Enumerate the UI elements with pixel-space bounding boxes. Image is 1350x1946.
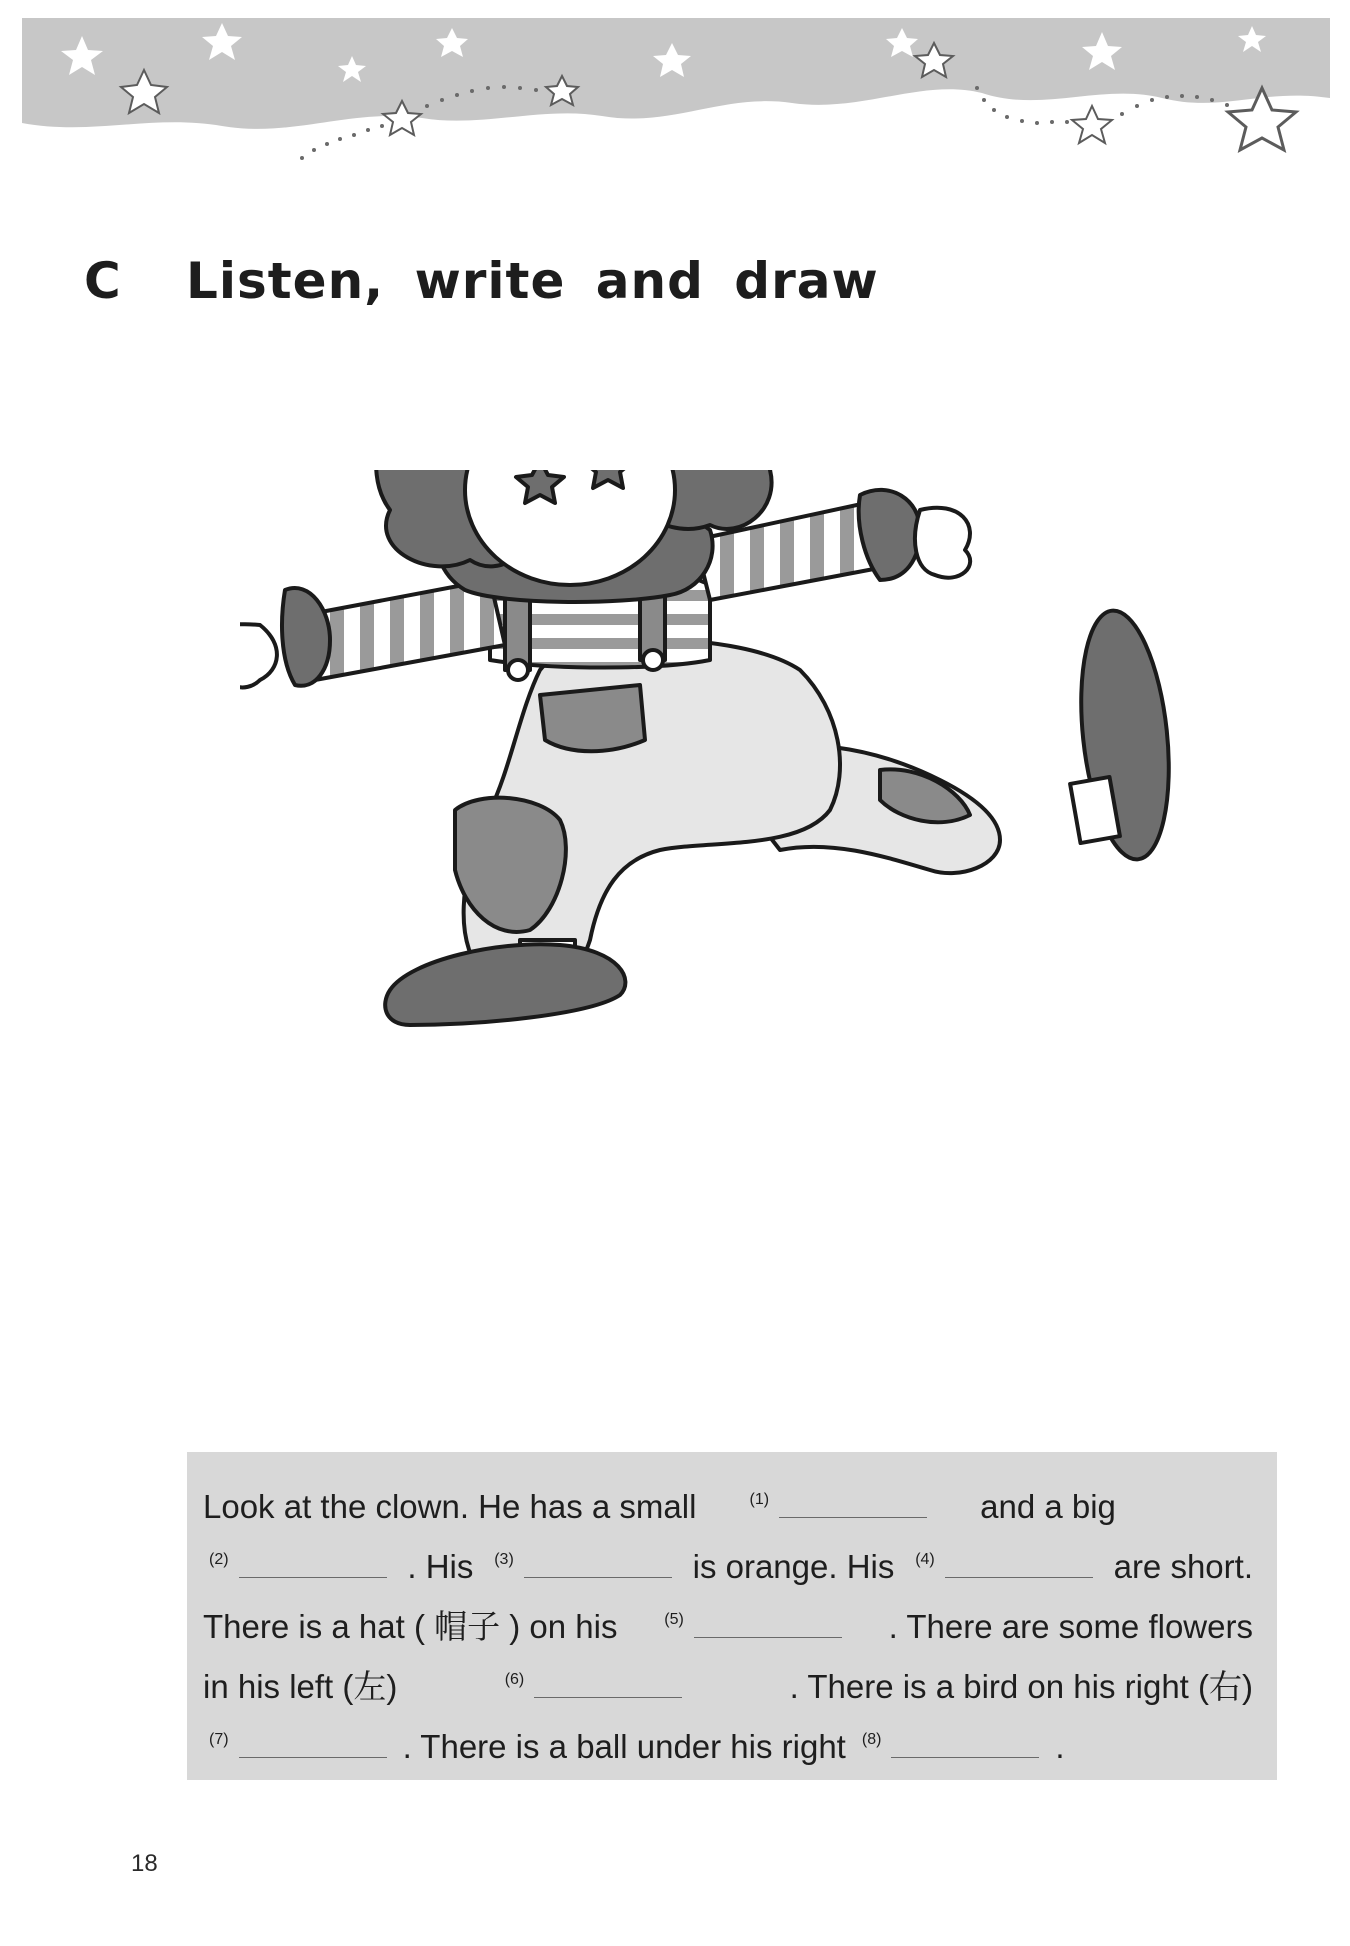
- page-number: 18: [131, 1850, 158, 1877]
- exercise-text: . There is a ball under his right: [402, 1728, 846, 1765]
- exercise-line-4: [203, 1650, 1253, 1710]
- answer-blank-6[interactable]: [534, 1669, 682, 1698]
- answer-blank-5[interactable]: [694, 1609, 842, 1638]
- exercise-text: in his left (左): [203, 1668, 398, 1705]
- blank-number: (6): [504, 1671, 525, 1688]
- blank-number: (5): [664, 1611, 684, 1628]
- clown-illustration: [240, 470, 1190, 1300]
- exercise-line-1: [203, 1470, 1253, 1530]
- blank-number: (4): [915, 1551, 935, 1568]
- exercise-text: There is a hat ( 帽子 ) on his: [203, 1608, 618, 1645]
- blank-number: (3): [494, 1551, 514, 1568]
- exercise-text: . There is a bird on his right (右): [789, 1668, 1253, 1705]
- section-heading: [84, 252, 879, 310]
- exercise-text: Look at the clown. He has a small: [203, 1488, 697, 1525]
- answer-blank-1[interactable]: [779, 1489, 927, 1518]
- exercise-box: [187, 1452, 1277, 1780]
- answer-blank-4[interactable]: [945, 1549, 1093, 1578]
- exercise-text: .: [1055, 1728, 1065, 1765]
- section-letter: C: [84, 252, 122, 310]
- exercise-text: . His: [407, 1548, 474, 1585]
- exercise-line-2: [203, 1530, 1253, 1590]
- section-title: Listen, write and draw: [186, 252, 879, 310]
- exercise-line-3: [203, 1590, 1253, 1650]
- exercise-text: and a big: [980, 1488, 1116, 1525]
- exercise-line-5: [203, 1710, 1253, 1770]
- blank-number: (1): [749, 1491, 770, 1508]
- exercise-text: . There are some flowers: [888, 1608, 1253, 1645]
- blank-number: (8): [861, 1731, 882, 1748]
- answer-blank-8[interactable]: [891, 1729, 1039, 1758]
- answer-blank-7[interactable]: [239, 1729, 387, 1758]
- exercise-text: are short.: [1113, 1548, 1253, 1585]
- star-banner: [22, 18, 1330, 188]
- exercise-text: is orange. His: [692, 1548, 895, 1585]
- answer-blank-3[interactable]: [524, 1549, 672, 1578]
- blank-number: (7): [209, 1731, 229, 1748]
- answer-blank-2[interactable]: [239, 1549, 387, 1578]
- blank-number: (2): [209, 1551, 229, 1568]
